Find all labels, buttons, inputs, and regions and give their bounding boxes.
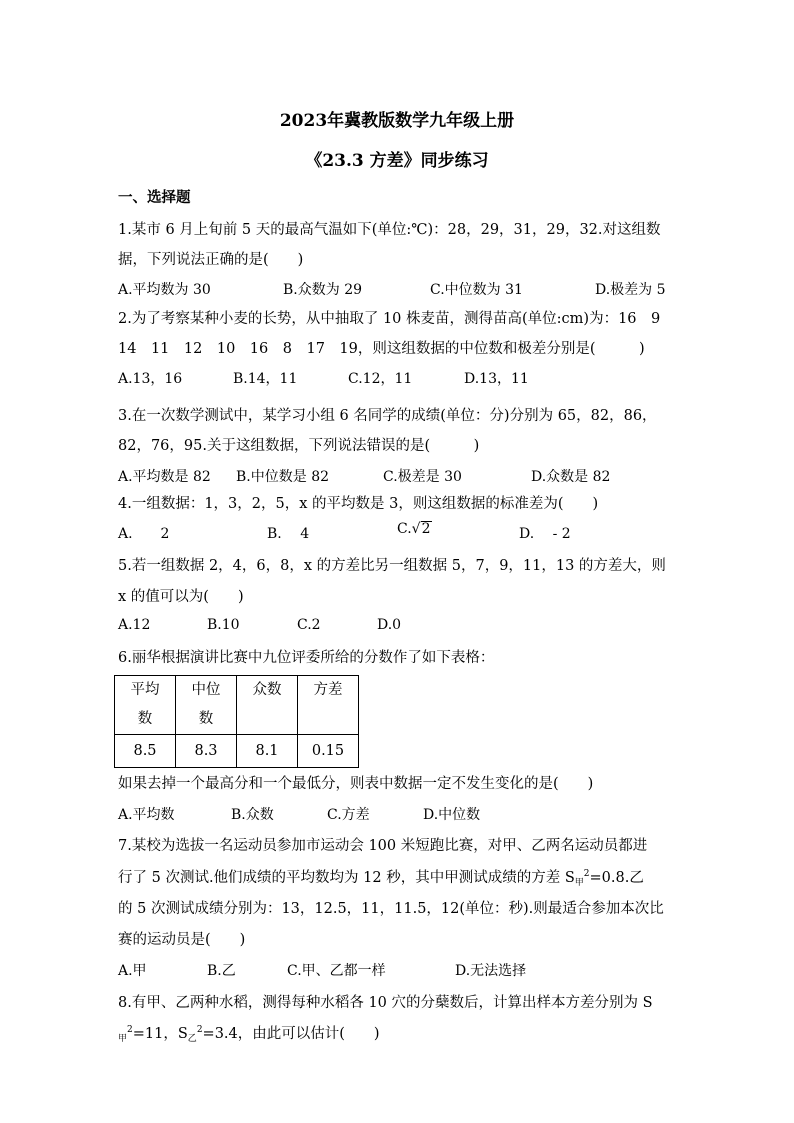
score-table-header-cell: 中位 数 [176,676,237,735]
q6-stem: 6.丽华根据演讲比赛中九位评委所给的分数作了如下表格： [118,650,495,666]
q8-stem-line2: $_甲^2$=11，$S_乙^2=3.4$，由此可以估计( ) [118,1025,380,1044]
q4-option-c-label: C. [397,521,412,537]
score-table-value-cell: 0.15 [298,735,359,768]
score-table-header-cell: 平均 数 [115,676,176,735]
score-table [114,675,359,768]
q1-option-a: A.平均数为 30 [118,282,211,298]
q3-stem-line1: 3.在一次数学测试中，某学习小组 6 名同学的成绩(单位：分)分别为 65，82，86， [118,408,657,424]
q6-option-c: C.方差 [327,807,370,823]
q3-stem-line2: 82，76，95.关于这组数据，下列说法错误的是( ) [118,438,480,454]
q8-stem-line1: 8.有甲、乙两种水稻，测得每种水稻各 10 穴的分蘖数后，计算出样本方差分别为 S [118,995,653,1011]
q6-option-a: A.平均数 [118,807,175,823]
q7-option-a: A.甲 [118,963,147,979]
q7-stem-line2: 行了 5 次测试.他们成绩的平均数均为 12 秒，其中甲测试成绩的方差 $S_甲^2=0.8$.乙 [118,869,644,888]
q1-stem-line1: 1.某市 6 月上旬前 5 天的最高气温如下(单位:℃)：28，29，31，29，32.对这组数 [118,222,661,238]
q2-stem-line2: 14 11 12 10 16 8 17 19，则这组数据的中位数和极差分别是( ) [118,341,645,357]
sqrt-symbol: √2 [411,521,431,537]
q4-option-a: A. 2 [118,526,170,542]
q7-option-b: B.乙 [207,963,236,979]
q6-question: 如果去掉一个最高分和一个最低分，则表中数据一定不发生变化的是( ) [118,776,594,792]
q5-option-c: C.2 [297,617,321,633]
q2-option-c: C.12，11 [348,371,413,387]
q5-option-d: D.0 [377,617,402,633]
score-table-header-cell: 方差 [298,676,359,735]
q1-option-b: B.众数为 29 [283,282,363,298]
q3-option-b: B.中位数是 82 [236,469,330,485]
q2-stem-line1: 2.为了考察某种小麦的长势，从中抽取了 10 株麦苗，测得苗高(单位:cm)为：16 9 [118,311,661,327]
section-heading: 一、选择题 [118,189,191,206]
q5-option-b: B.10 [207,617,240,633]
q2-option-a: A.13，16 [118,371,183,387]
q1-option-d: D.极差为 5 [595,282,666,298]
score-table-header-row [115,676,359,735]
document-title: 2023年冀教版数学九年级上册 [279,111,515,131]
sqrt-radicand: 2 [421,521,431,537]
q6-option-b: B.众数 [231,807,274,823]
q2-option-d: D.13，11 [464,371,529,387]
q7-stem-line4: 赛的运动员是( ) [118,932,246,948]
q7-stem-line1: 7.某校为选拔一名运动员参加市运动会 100 米短跑比赛，对甲、乙两名运动员都进 [118,838,648,854]
q5-stem-line2: x 的值可以为( ) [118,589,244,605]
q4-option-d: D. - 2 [519,526,571,542]
document-subtitle: 《23.3 方差》同步练习 [305,151,489,171]
q4-stem: 4.一组数据：1，3，2，5，x 的平均数是 3，则这组数据的标准差为( ) [118,496,599,512]
q3-option-d: D.众数是 82 [531,469,611,485]
score-table-header-cell: 众数 [237,676,298,735]
score-table-value-row [115,735,359,768]
score-table-value-cell: 8.5 [115,735,176,768]
q3-option-a: A.平均数是 82 [118,469,211,485]
q1-stem-line2: 据，下列说法正确的是( ) [118,252,304,268]
score-table-value-cell: 8.3 [176,735,237,768]
q7-option-d: D.无法选择 [455,963,527,979]
q2-option-b: B.14，11 [233,371,298,387]
q1-option-c: C.中位数为 31 [430,282,523,298]
score-table-value-cell: 8.1 [237,735,298,768]
q4-option-c [397,521,432,537]
q4-option-b: B. 4 [267,526,310,542]
q7-stem-line3: 的 5 次测试成绩分别为：13，12.5，11，11.5，12(单位：秒).则最适合参加本次比 [118,901,664,917]
q5-option-a: A.12 [118,617,151,633]
q5-stem-line1: 5.若一组数据 2，4，6，8，x 的方差比另一组数据 5，7，9，11，13 的方差大，则 [118,558,666,574]
q7-option-c: C.甲、乙都一样 [287,963,386,979]
q3-option-c: C.极差是 30 [383,469,462,485]
q6-option-d: D.中位数 [423,807,481,823]
